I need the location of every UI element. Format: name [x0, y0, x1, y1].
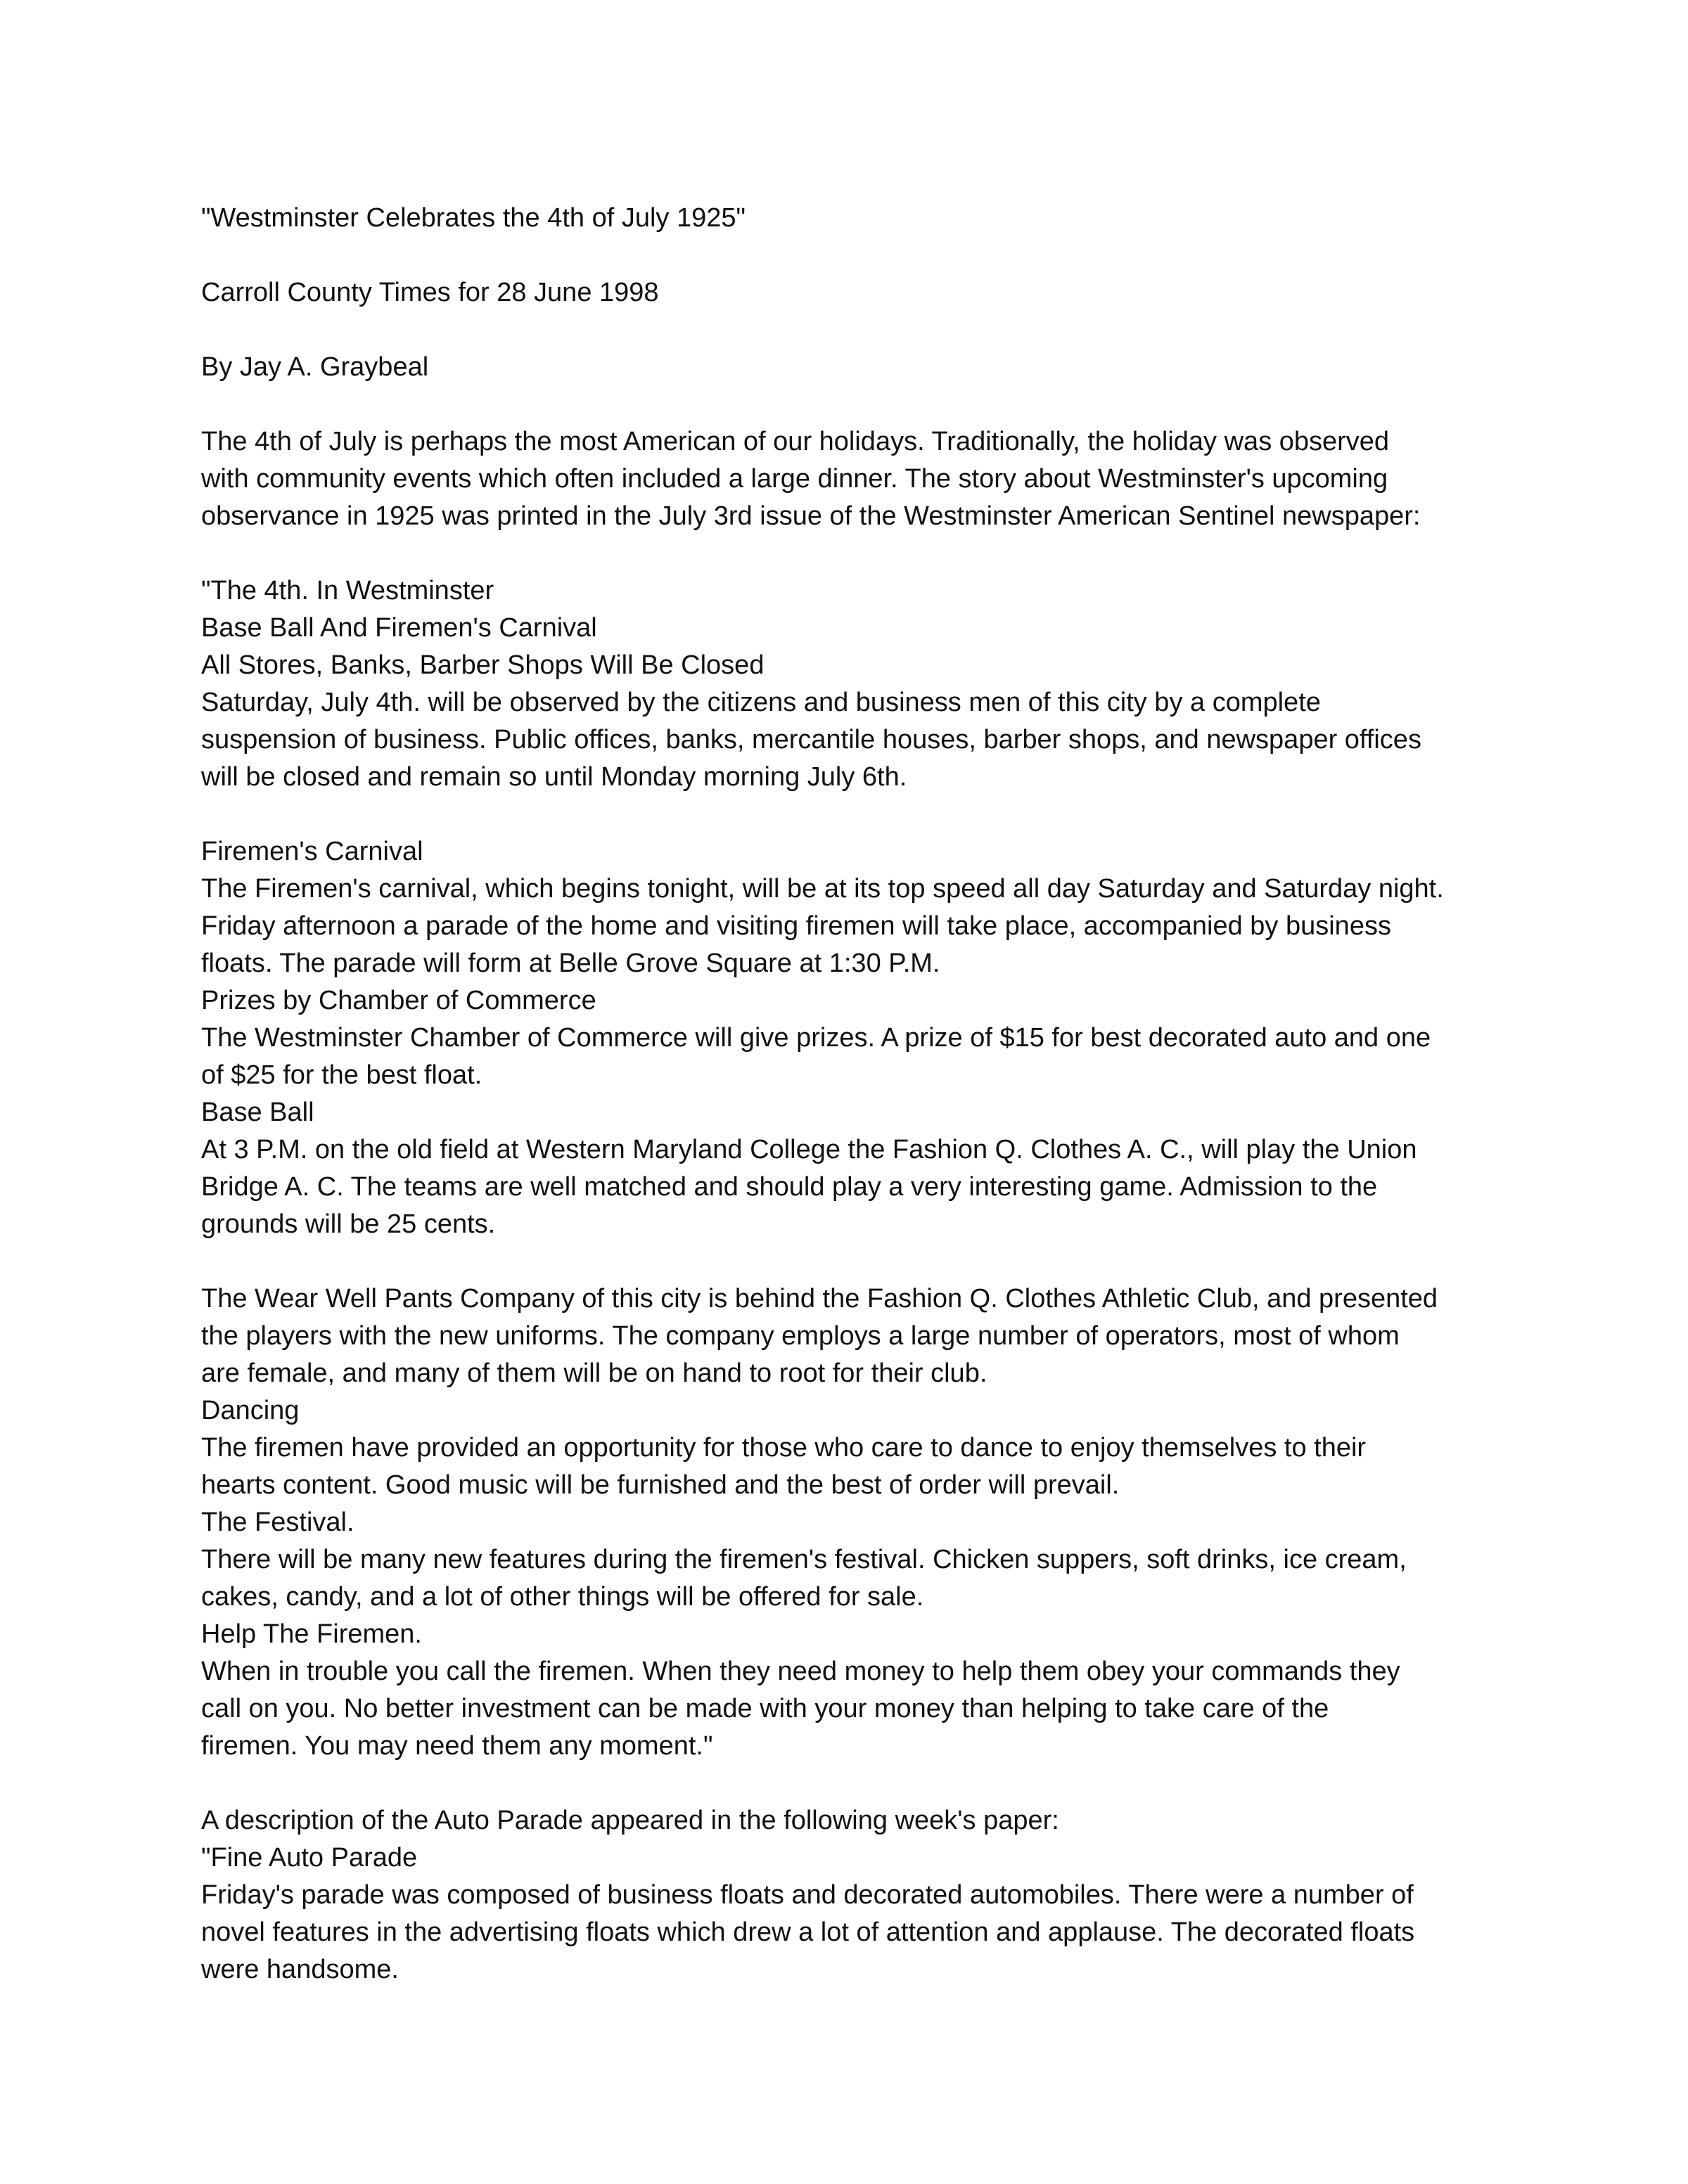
document-page — [201, 200, 1523, 1989]
text-line: suspension of business. Public offices, banks, mercantile houses, barber shops, and newspaper offices — [201, 725, 1421, 754]
quote-block-2 — [201, 833, 1523, 1243]
text-line: the players with the new uniforms. The company employs a large number of operators, most of whom — [201, 1321, 1400, 1351]
text-line: The firemen have provided an opportunity for those who care to dance to enjoy themselves to their — [201, 1433, 1367, 1463]
text-line: The 4th of July is perhaps the most American of our holidays. Traditionally, the holiday was observed — [201, 427, 1390, 456]
text-line: Saturday, July 4th. will be observed by the citizens and business men of this city by a complete — [201, 688, 1321, 717]
spacer — [201, 386, 1523, 423]
quote-block-3 — [201, 1280, 1523, 1765]
text-line: Base Ball And Firemen's Carnival — [201, 613, 597, 643]
text-line: The Wear Well Pants Company of this city is behind the Fashion Q. Clothes Athletic Club, and presented — [201, 1284, 1438, 1313]
text-line: with community events which often included a large dinner. The story about Westminster's upcoming — [201, 464, 1388, 494]
text-line: of $25 for the best float. — [201, 1060, 482, 1090]
text-line: observance in 1925 was printed in the July 3rd issue of the Westminster American Sentinel newspaper: — [201, 501, 1421, 531]
article-byline: By Jay A. Graybeal — [201, 352, 429, 382]
spacer — [201, 535, 1523, 572]
text-line: grounds will be 25 cents. — [201, 1209, 496, 1239]
text-line: The Westminster Chamber of Commerce will give prizes. A prize of $15 for best decorated auto and one — [201, 1023, 1431, 1053]
text-line: There will be many new features during the firemen's festival. Chicken suppers, soft drinks, ice cream, — [201, 1545, 1407, 1574]
text-line: Prizes by Chamber of Commerce — [201, 986, 596, 1015]
spacer — [201, 1243, 1523, 1280]
text-line: A description of the Auto Parade appeared in the following week's paper: — [201, 1806, 1059, 1835]
text-line: Friday afternoon a parade of the home and visiting firemen will take place, accompanied by business — [201, 911, 1391, 941]
text-line: "The 4th. In Westminster — [201, 576, 494, 605]
article-source: Carroll County Times for 28 June 1998 — [201, 278, 659, 307]
text-line: will be closed and remain so until Monday morning July 6th. — [201, 762, 907, 792]
text-line: When in trouble you call the firemen. When they need money to help them obey your commands they — [201, 1657, 1400, 1686]
text-line: The Festival. — [201, 1508, 354, 1537]
text-line: Dancing — [201, 1396, 300, 1425]
spacer — [201, 311, 1523, 349]
spacer — [201, 796, 1523, 833]
text-line: All Stores, Banks, Barber Shops Will Be Closed — [201, 650, 765, 680]
text-line: are female, and many of them will be on hand to root for their club. — [201, 1358, 987, 1388]
text-line: Base Ball — [201, 1098, 314, 1127]
text-line: Friday's parade was composed of business floats and decorated automobiles. There were a number of — [201, 1880, 1414, 1910]
text-line: Bridge A. C. The teams are well matched and should play a very interesting game. Admission to the — [201, 1172, 1378, 1202]
text-line: call on you. No better investment can be made with your money than helping to take care of the — [201, 1694, 1329, 1723]
closing-block — [201, 1802, 1523, 1989]
spacer — [201, 237, 1523, 274]
text-line: cakes, candy, and a lot of other things will be offered for sale. — [201, 1582, 924, 1612]
text-line: At 3 P.M. on the old field at Western Maryland College the Fashion Q. Clothes A. C., will play the Union — [201, 1135, 1417, 1164]
text-line: novel features in the advertising floats which drew a lot of attention and applause. The decorated floats — [201, 1918, 1415, 1947]
article-title: "Westminster Celebrates the 4th of July 1925" — [201, 203, 746, 233]
intro-paragraph — [201, 423, 1523, 535]
text-line: Firemen's Carnival — [201, 837, 423, 866]
text-line: "Fine Auto Parade — [201, 1843, 418, 1873]
text-line: The Firemen's carnival, which begins tonight, will be at its top speed all day Saturday and Saturday night. — [201, 874, 1444, 904]
text-line: hearts content. Good music will be furnished and the best of order will prevail. — [201, 1470, 1120, 1500]
quote-block-1 — [201, 572, 1523, 796]
text-line: Help The Firemen. — [201, 1619, 422, 1649]
text-line: firemen. You may need them any moment." — [201, 1731, 713, 1761]
text-line: were handsome. — [201, 1955, 399, 1984]
text-line: floats. The parade will form at Belle Grove Square at 1:30 P.M. — [201, 949, 940, 978]
spacer — [201, 1765, 1523, 1802]
